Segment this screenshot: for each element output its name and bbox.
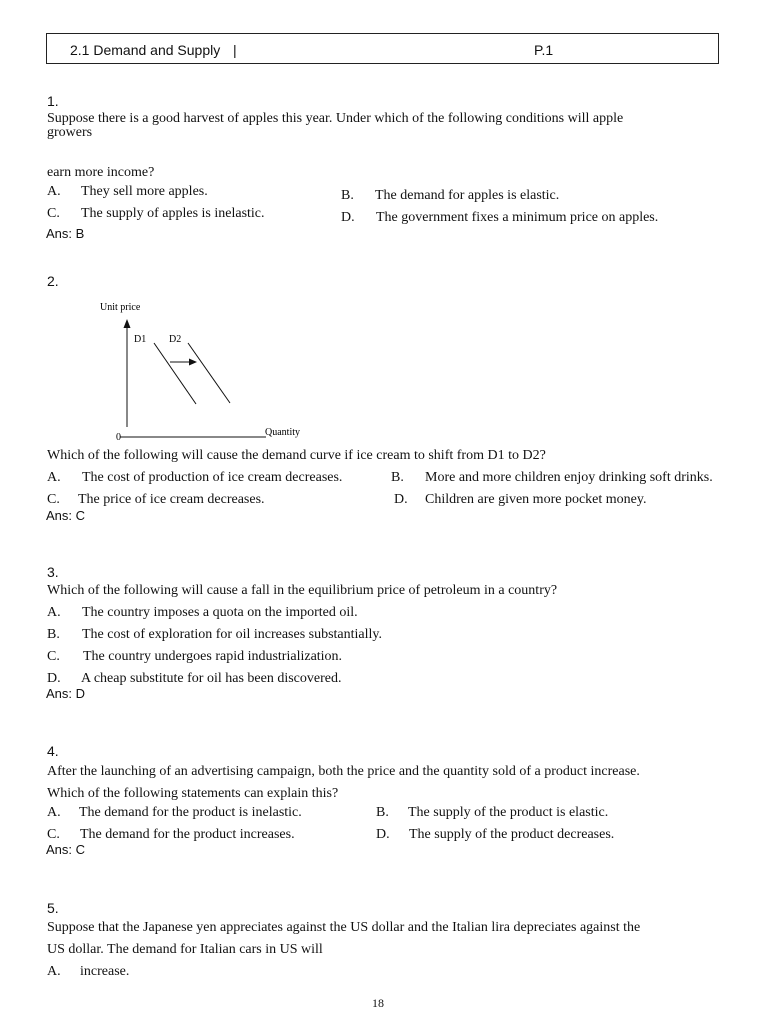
option-d[interactable] [341,210,658,226]
page-number: 18 [372,996,384,1010]
curve-label-d1: D1 [134,334,147,345]
option-text: The country imposes a quota on the imported oil. [82,605,358,620]
option-letter: C. [47,649,60,664]
header-separator: | [233,42,237,58]
option-letter: B. [341,188,354,203]
curve-label-d2: D2 [169,334,182,345]
answer-key: Ans: D [46,686,86,701]
option-letter: B. [391,470,404,485]
question-stem: Suppose there is a good harvest of apples this year. Under which of the following conditions will apple [47,111,624,126]
question-number: 4. [47,743,59,759]
option-text: The demand for the product is inelastic. [79,805,302,820]
demand-curve-d2 [188,343,230,403]
question-stem-continued: growers [47,125,93,140]
option-letter: D. [341,210,355,225]
question-stem: Suppose that the Japanese yen appreciates against the US dollar and the Italian lira depreciates against the [47,920,641,935]
option-text: The supply of apples is inelastic. [81,206,265,221]
question-number: 2. [47,273,59,289]
answer-key: Ans: C [46,842,86,857]
answer-key: Ans: C [46,508,86,523]
option-text: increase. [80,964,130,979]
option-text: The country undergoes rapid industrialization. [83,649,343,664]
option-b[interactable] [47,627,382,643]
shift-arrowhead [189,359,197,366]
option-text: The government fixes a minimum price on apples. [376,210,659,225]
demand-shift-diagram [90,293,320,448]
option-d[interactable] [47,671,341,687]
option-c[interactable] [47,649,342,665]
option-letter: D. [394,492,408,507]
question-stem: Which of the following will cause a fall in the equilibrium price of petroleum in a country? [47,583,558,598]
option-a[interactable] [47,964,129,980]
option-text: More and more children enjoy drinking soft drinks. [425,470,713,485]
option-text: Children are given more pocket money. [425,492,647,507]
question-number: 5. [47,900,59,916]
question-number: 3. [47,564,59,580]
option-d[interactable] [394,492,646,508]
option-text: The cost of production of ice cream decreases. [82,470,343,485]
option-text: A cheap substitute for oil has been discovered. [81,671,342,686]
option-letter: B. [376,805,389,820]
option-text: They sell more apples. [81,184,208,199]
option-text: The demand for apples is elastic. [375,188,560,203]
option-text: The supply of the product is elastic. [408,805,609,820]
header-page-label: P.1 [534,42,554,58]
option-letter: D. [376,827,390,842]
demand-curve-d1 [154,343,196,404]
option-letter: C. [47,492,60,507]
question-stem: After the launching of an advertising campaign, both the price and the quantity sold of a product increase. [47,764,640,779]
y-axis-arrowhead [124,319,131,328]
header-box [46,33,719,64]
option-text: The demand for the product increases. [80,827,295,842]
option-a[interactable] [47,184,208,200]
option-letter: C. [47,827,60,842]
option-letter: A. [47,184,61,199]
option-letter: A. [47,470,61,485]
option-a[interactable] [47,805,302,821]
option-c[interactable] [47,827,295,843]
origin-label: 0 [116,432,121,443]
option-b[interactable] [376,805,608,821]
option-letter: C. [47,206,60,221]
question-stem-continued: US dollar. The demand for Italian cars in US will [47,942,323,957]
option-b[interactable] [391,470,713,486]
option-a[interactable] [47,605,358,621]
option-letter: A. [47,964,61,979]
option-a[interactable] [47,470,342,486]
question-stem: Which of the following will cause the demand curve if ice cream to shift from D1 to D2? [47,448,546,463]
option-letter: D. [47,671,61,686]
x-axis-label: Quantity [265,427,300,438]
question-number: 1. [47,93,59,109]
option-letter: A. [47,805,61,820]
y-axis-label: Unit price [100,302,141,313]
option-d[interactable] [376,827,614,843]
question-stem-continued: earn more income? [47,165,155,180]
question-stem-continued: Which of the following statements can explain this? [47,786,339,801]
option-letter: B. [47,627,60,642]
option-b[interactable] [341,188,559,204]
answer-key: Ans: B [46,226,85,241]
option-text: The cost of exploration for oil increases substantially. [82,627,383,642]
section-title: 2.1 Demand and Supply [70,42,221,58]
option-text: The price of ice cream decreases. [78,492,265,507]
option-c[interactable] [47,492,265,508]
option-c[interactable] [47,206,265,222]
option-text: The supply of the product decreases. [409,827,615,842]
option-letter: A. [47,605,61,620]
